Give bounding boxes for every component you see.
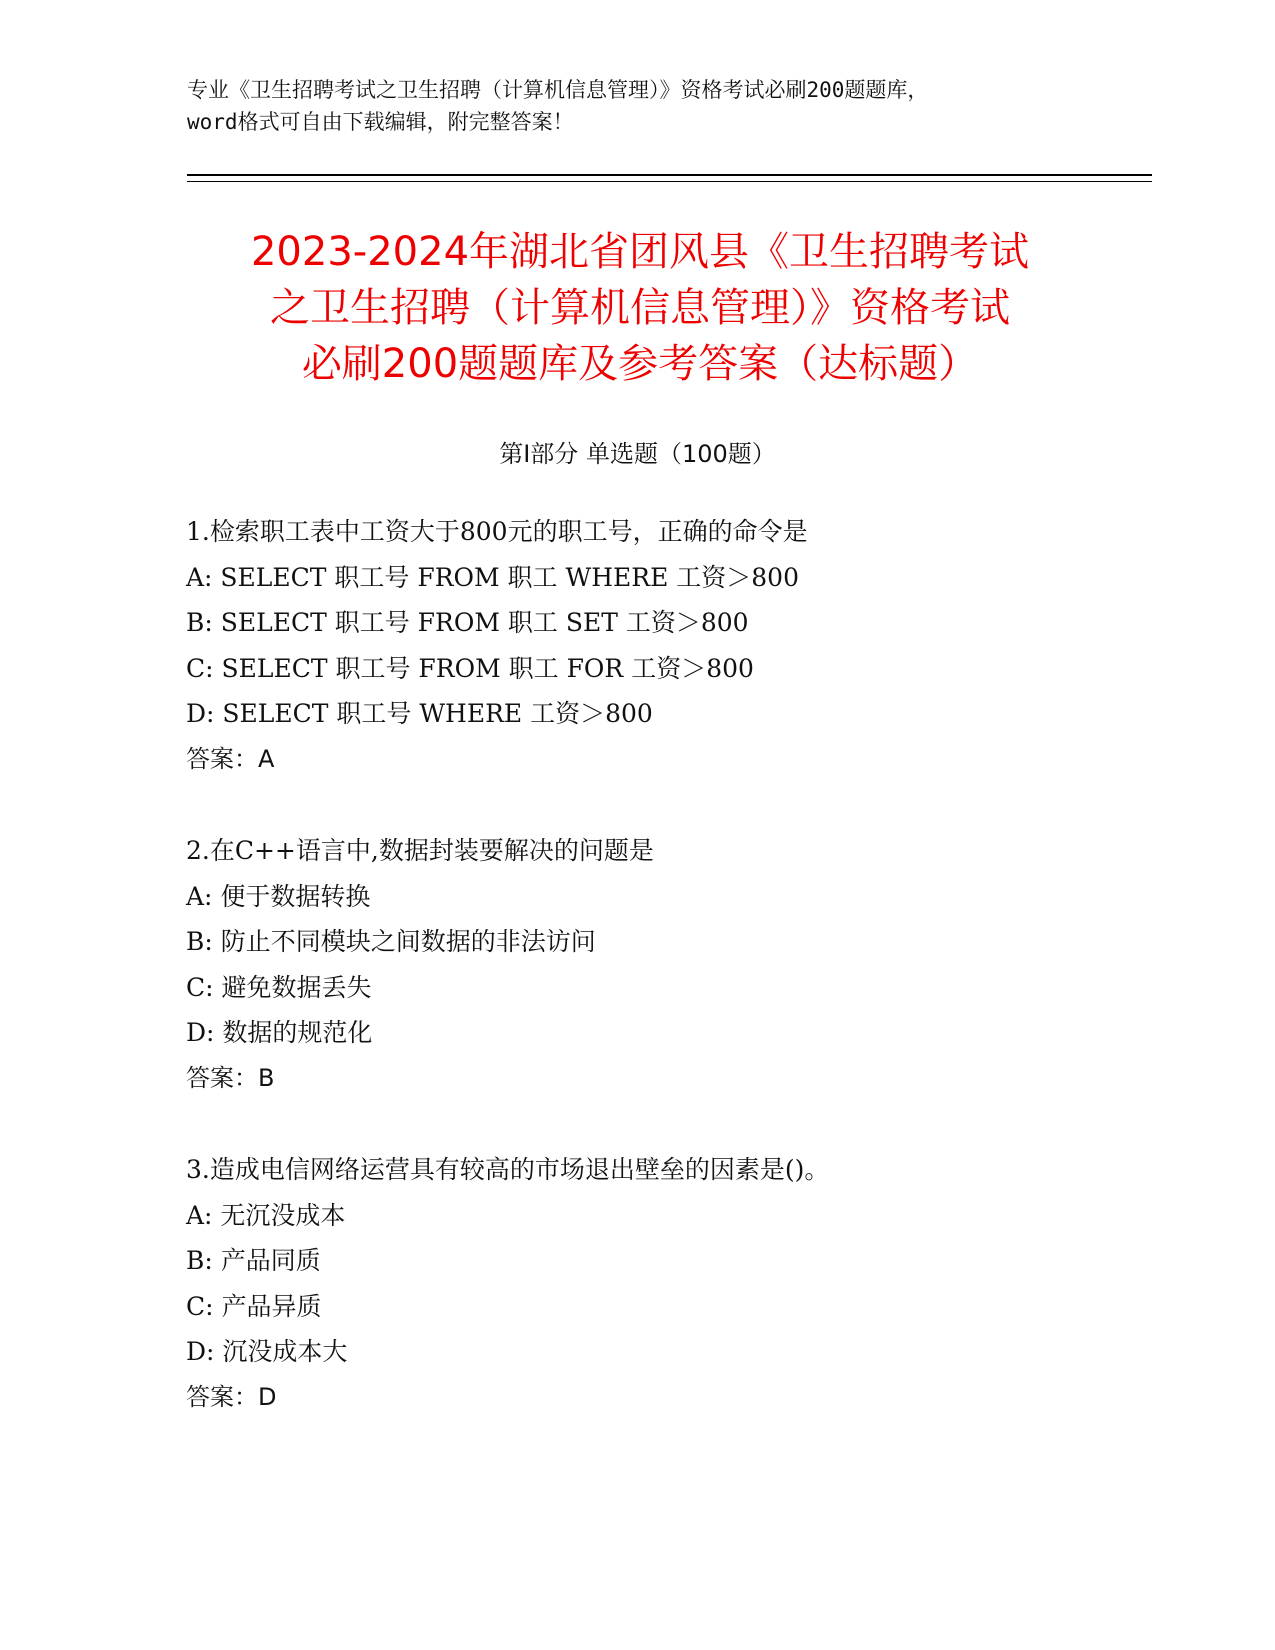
option-b: B: 防止不同模块之间数据的非法访问 [186, 927, 596, 956]
question-stem: 3.造成电信网络运营具有较高的市场退出壁垒的因素是()。 [186, 1155, 830, 1184]
answer: 答案：B [186, 1063, 275, 1092]
answer: 答案：A [186, 744, 275, 773]
option-c: C: 避免数据丢失 [186, 972, 372, 1002]
header-rule-thin [187, 181, 1152, 182]
option-d: D: SELECT 职工号 WHERE 工资＞800 [186, 699, 653, 728]
question-stem: 1.检索职工表中工资大于800元的职工号，正确的命令是 [186, 517, 808, 546]
option-a: A: 无沉没成本 [186, 1200, 346, 1230]
option-a: A: SELECT 职工号 FROM 职工 WHERE 工资＞800 [186, 562, 799, 592]
question-2 [186, 828, 1186, 1101]
document-title [160, 224, 1120, 392]
header-note-line-2: word格式可自由下载编辑，附完整答案！ [187, 110, 574, 134]
option-b: B: SELECT 职工号 FROM 职工 SET 工资＞800 [186, 608, 749, 637]
header-note [187, 74, 1087, 138]
question-1 [186, 509, 1186, 782]
header-rule-thick [187, 174, 1152, 176]
title-line-3: 必刷200题题库及参考答案（达标题） [301, 341, 979, 387]
header-note-line-1: 专业《卫生招聘考试之卫生招聘（计算机信息管理）》资格考试必刷200题题库， [187, 78, 929, 102]
option-c: C: 产品异质 [186, 1291, 322, 1321]
title-line-2: 之卫生招聘（计算机信息管理）》资格考试 [270, 285, 1010, 331]
question-stem: 2.在C++语言中,数据封装要解决的问题是 [186, 836, 654, 865]
question-3 [186, 1147, 1186, 1420]
option-c: C: SELECT 职工号 FROM 职工 FOR 工资＞800 [186, 653, 754, 683]
option-a: A: 便于数据转换 [186, 881, 371, 911]
section-heading: 第Ⅰ部分 单选题（100题） [499, 440, 776, 468]
option-d: D: 数据的规范化 [186, 1018, 373, 1047]
answer: 答案：D [186, 1382, 277, 1411]
option-b: B: 产品同质 [186, 1246, 321, 1275]
title-line-1: 2023-2024年湖北省团风县《卫生招聘考试 [250, 229, 1030, 275]
option-d: D: 沉没成本大 [186, 1337, 348, 1366]
